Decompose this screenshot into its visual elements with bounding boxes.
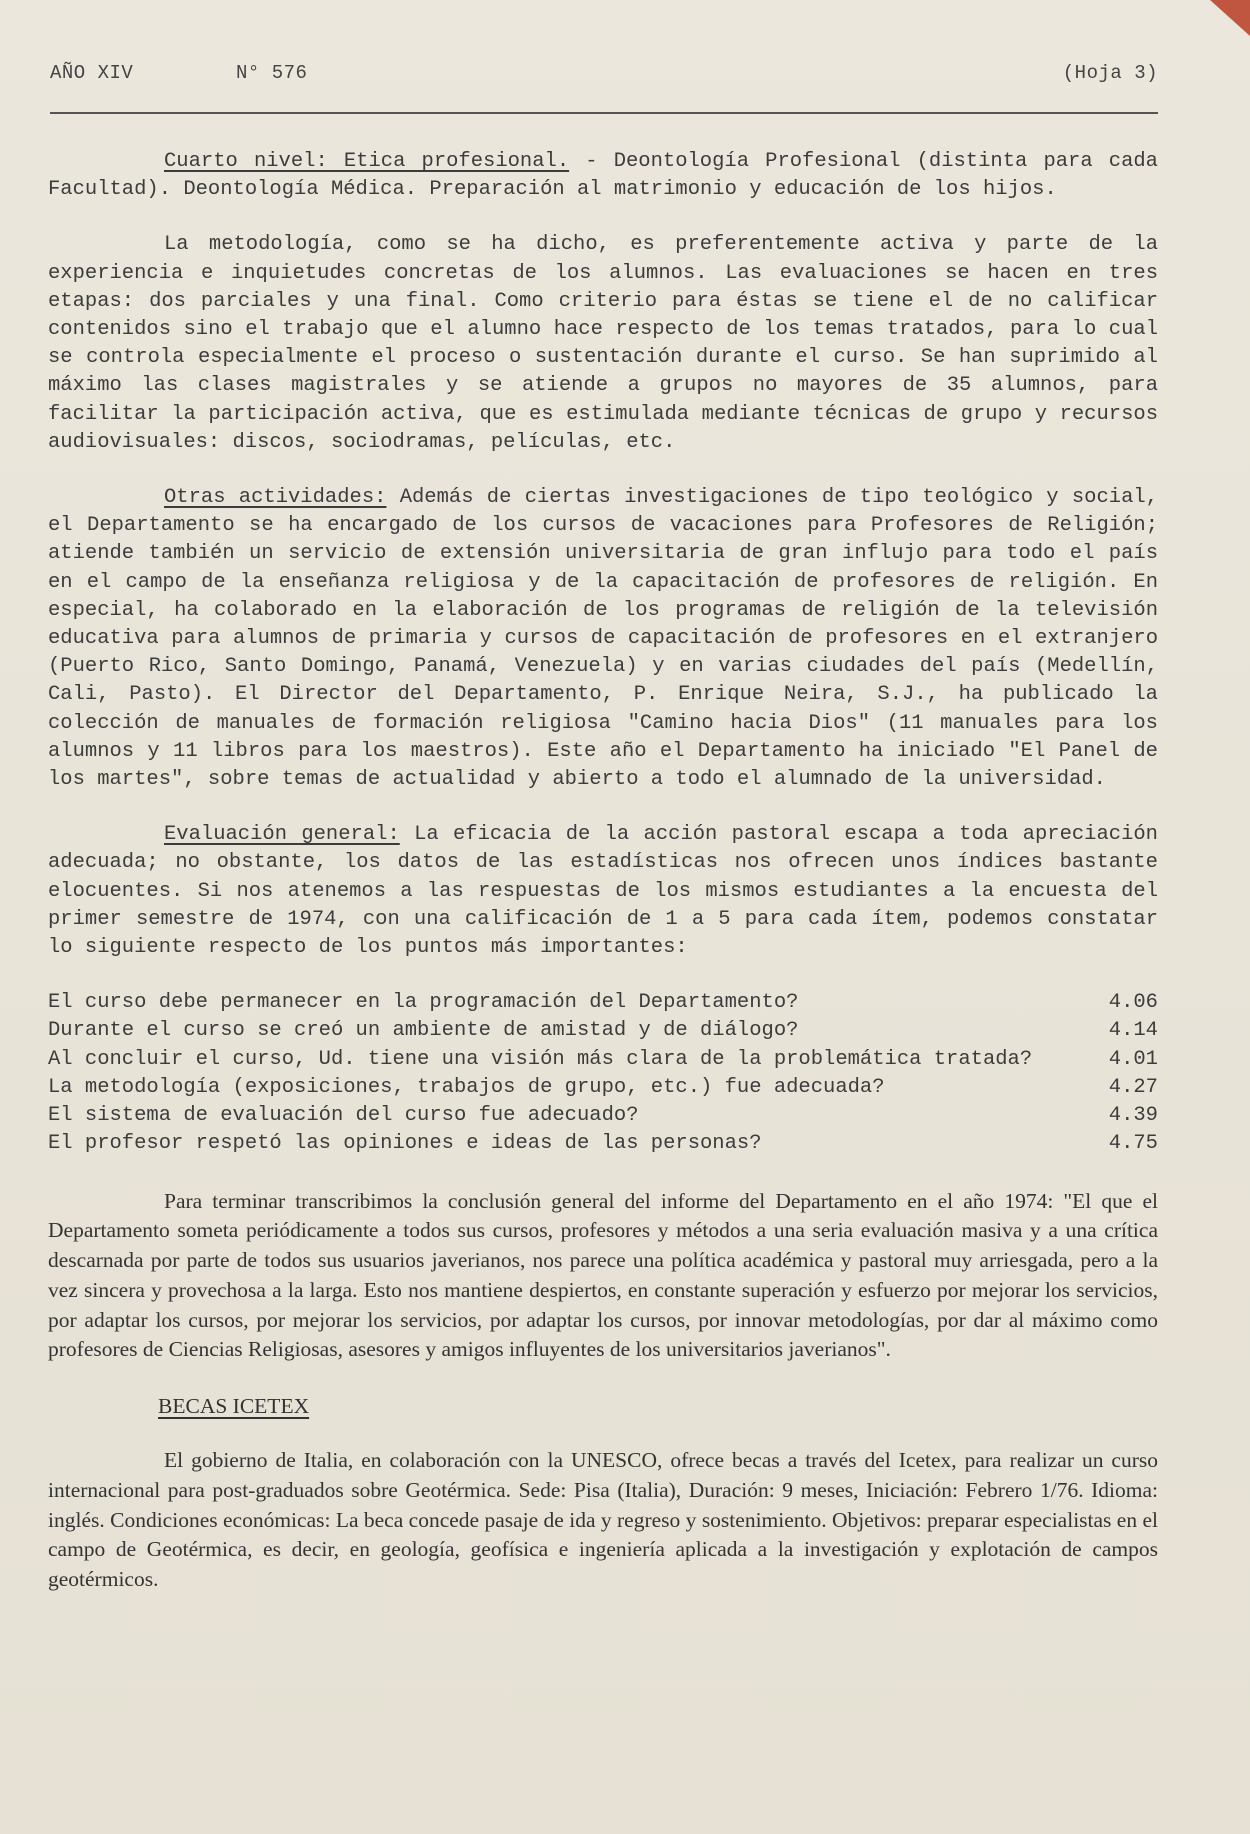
score-value: 4.14 [1108,1019,1158,1043]
score-row [48,1074,1158,1102]
paragraph-conclusion: Para terminar transcribimos la conclusión general del informe del Departamento en el año 1974: "El que el Departamento someta periódicamente a todos sus cursos, profesores y métodos a una seria evaluación masiva y a una crítica descarnada por parte de todos sus usuarios javerianos, nos parece una política académica y pastoral muy arriesgada, pero a la vez sincera y provechosa a la larga. Esto nos mantiene despiertos, en constante superación y esfuerzo por mejorar los servicios, por adaptar los cursos, por mejorar los servicios, por adaptar los cursos, por innovar metodologías, por dar al máximo como profesores de Ciencias Religiosas, asesores y amigos influyentes de los universitarios javerianos". [48,1188,1158,1362]
score-value: 4.06 [1108,991,1158,1015]
header-number: N° 576 [236,62,308,84]
score-value: 4.01 [1108,1047,1158,1071]
header-year: AÑO XIV [50,62,134,84]
score-question: La metodología (exposiciones, trabajos de grupo, etc.) fue adecuada? [48,1075,885,1099]
becas-heading [158,1392,1158,1422]
cuarto-nivel-label: Cuarto nivel: Etica profesional. [164,150,570,173]
score-value: 4.75 [1108,1132,1158,1156]
score-question: El profesor respetó las opiniones e ideas de las personas? [48,1132,762,1156]
score-row [48,1130,1158,1158]
evaluacion-general-text: La eficacia de la acción pastoral escapa a toda apreciación adecuada; no obstante, los datos de las estadísticas nos ofrecen unos índices bastante elocuentes. Si nos atenemos a las respuestas de los mismos estudiantes a la encuesta del primer semestre de 1974, con una calificación de 1 a 5 para cada ítem, podemos constatar lo siguiente respecto de los puntos más importantes: [48,823,1158,960]
score-row [48,1102,1158,1130]
header-sheet: (Hoja 3) [1062,62,1158,84]
cuarto-nivel-text: - Deontología Profesional (distinta para cada Facultad). Deontología Médica. Preparación al matrimonio y educación de los hijos. [48,150,1158,202]
score-row [48,1046,1158,1074]
score-question: El curso debe permanecer en la programación del Departamento? [48,991,799,1015]
paragraph-metodologia: La metodología, como se ha dicho, es preferentemente activa y parte de la experiencia e inquietudes concretas de los alumnos. Las evaluaciones se hacen en tres etapas: dos parciales y una final. Como criterio para éstas se tiene el de no calificar contenidos sino el trabajo que el alumno hace respecto de los temas tratados, para lo cual se controla especialmente el proceso o sustentación durante el curso. Se han suprimido al máximo las clases magistrales y se atiende a grupos no mayores de 35 alumnos, para facilitar la participación activa, que es estimulada mediante técnicas de grupo y recursos audiovisuales: discos, sociodramas, películas, etc. [48,233,1158,454]
paragraph-becas: El gobierno de Italia, en colaboración con la UNESCO, ofrece becas a través del Icetex, para realizar un curso internacional para post-graduados sobre Geotérmica. Sede: Pisa (Italia), Duración: 9 meses, Iniciación: Febrero 1/76. Idioma: inglés. Condiciones económicas: La beca concede pasaje de ida y regreso y sostenimiento. Objetivos: preparar especialistas en el campo de Geotérmica, es decir, en geología, geofísica e ingeniería aplicada a la investigación y explotación de campos geotérmicos. [48,1448,1158,1592]
scores-list [48,989,1158,1158]
otras-actividades-text: Además de ciertas investigaciones de tipo teológico y social, el Departamento se ha encargado de los cursos de vacaciones para Profesores de Religión; atiende también un servicio de extensión universitaria de gran influjo para todo el país en el campo de la enseñanza religiosa y de la capacitación de profesores de religión. En especial, ha colaborado en la elaboración de los programas de religión de la televisión educativa para alumnos de primaria y cursos de capacitación de profesores en el extranjero (Puerto Rico, Santo Domingo, Panamá, Venezuela) y en varias ciudades del país (Medellín, Cali, Pasto). El Director del Departamento, P. Enrique Neira, S.J., ha publicado la colección de manuales de formación religiosa "Camino hacia Dios" (11 manuales para los alumnos y 11 libros para los maestros). Este año el Departamento ha iniciado "El Panel de los martes", sobre temas de actualidad y abierto a todo el alumnado de la universidad. [48,486,1158,792]
document-body [48,148,1158,1622]
page-header [50,62,1158,94]
score-question: Durante el curso se creó un ambiente de amistad y de diálogo? [48,1019,799,1043]
evaluacion-general-label: Evaluación general: [164,823,400,847]
score-value: 4.39 [1108,1104,1158,1128]
header-rule [50,112,1158,114]
score-question: Al concluir el curso, Ud. tiene una visión más clara de la problemática tratada? [48,1047,1033,1071]
paragraph-evaluacion-general [48,821,1158,962]
score-value: 4.27 [1108,1075,1158,1099]
otras-actividades-label: Otras actividades: [164,486,387,510]
paragraph-cuarto-nivel [48,148,1158,204]
closing-section [48,1187,1158,1596]
score-row [48,1017,1158,1045]
becas-heading-text: BECAS ICETEX [158,1394,310,1419]
score-row [48,989,1158,1017]
paragraph-otras-actividades [48,484,1158,794]
page-corner-mark [1210,0,1250,36]
score-question: El sistema de evaluación del curso fue adecuado? [48,1104,639,1128]
